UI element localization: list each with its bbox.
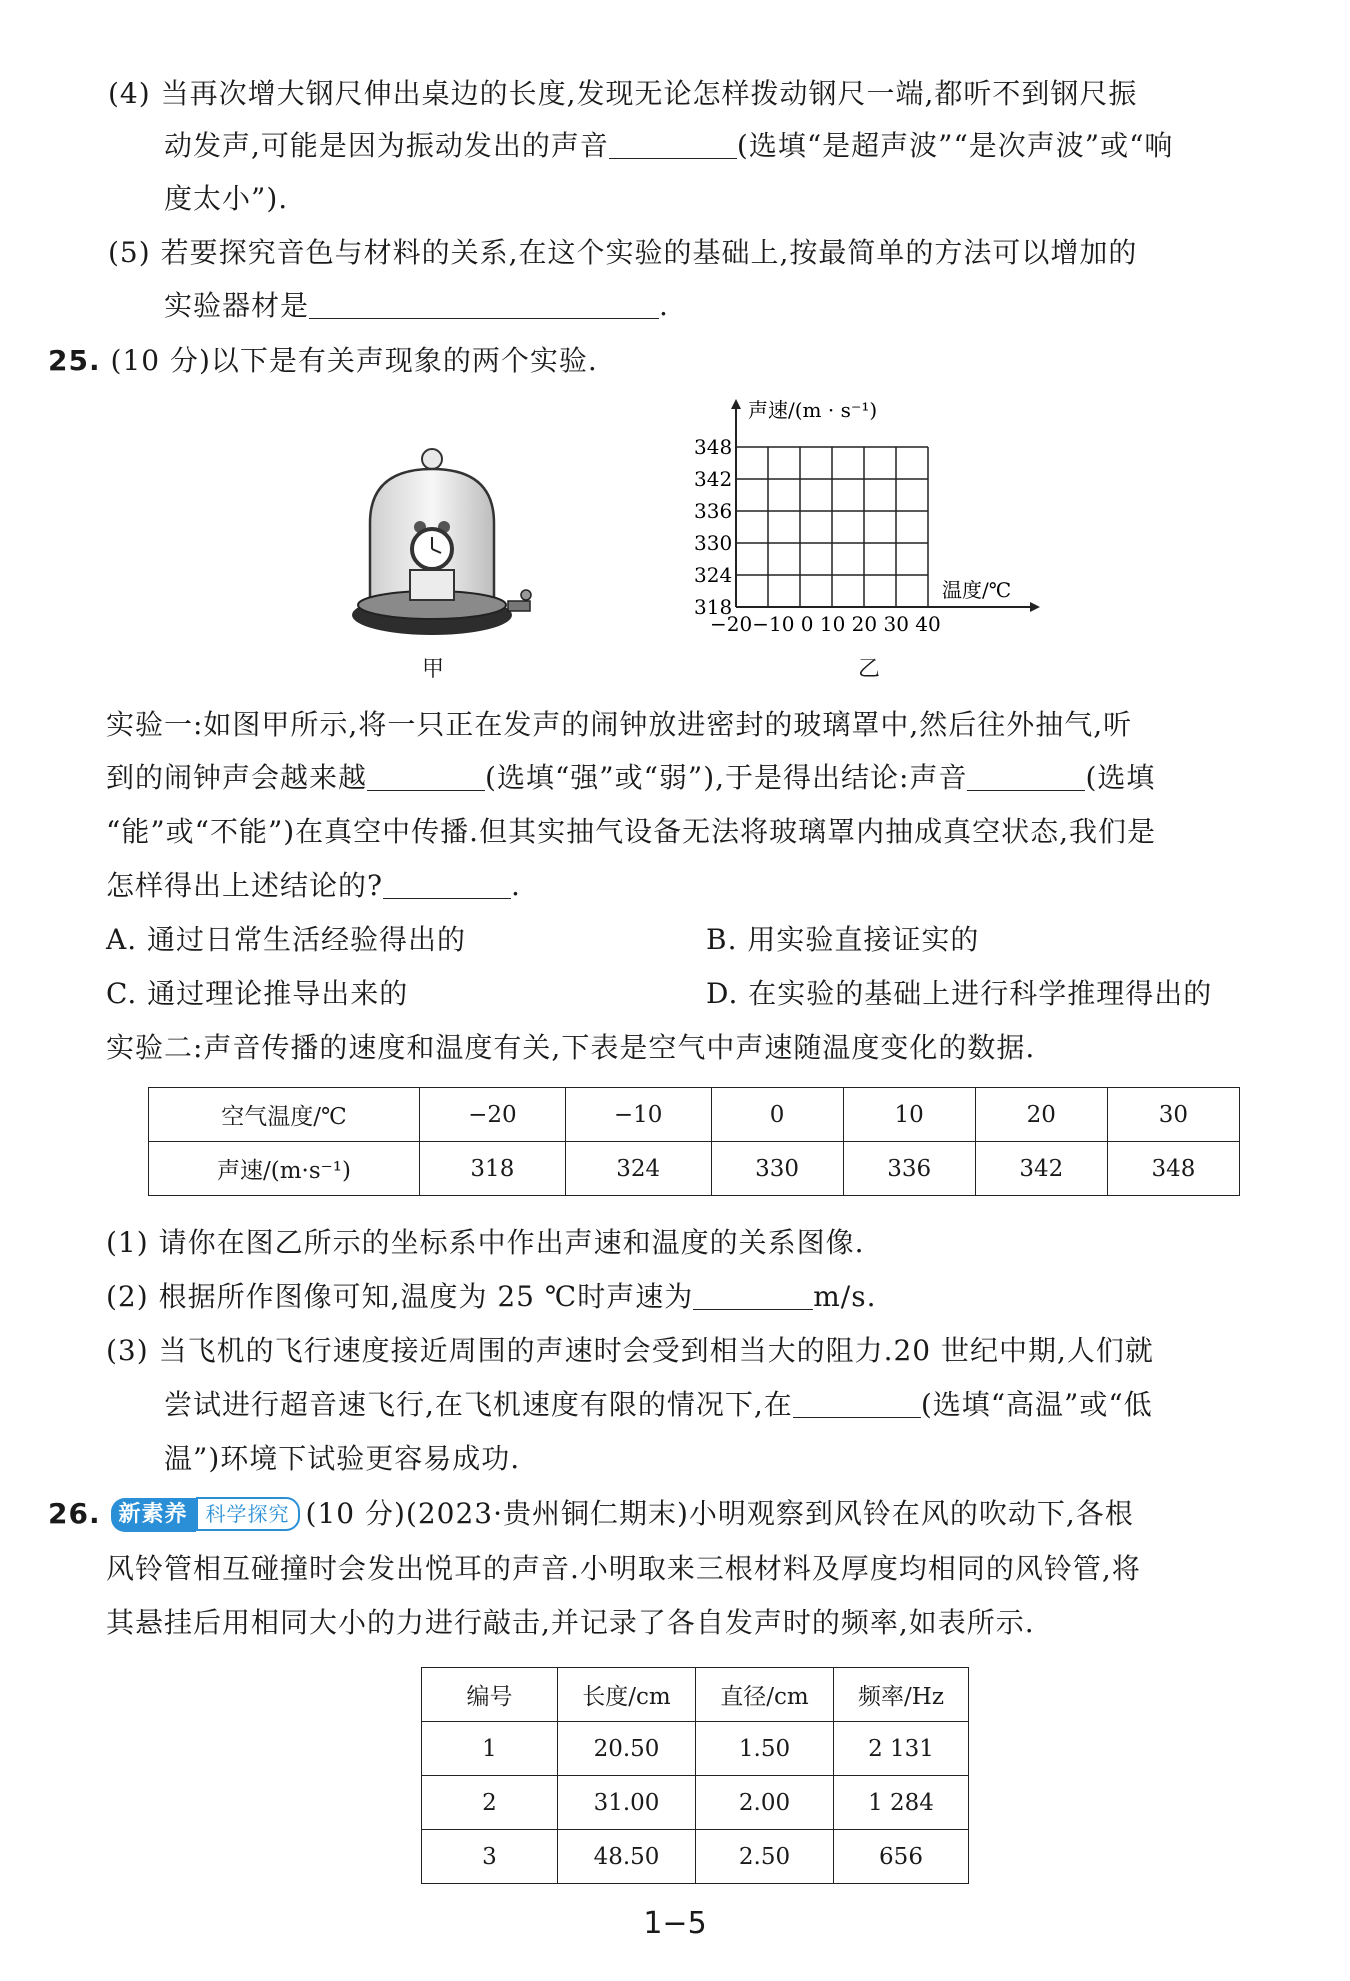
exp1-text: (选填 xyxy=(1085,761,1156,794)
x-tick-labels: −20−10 0 10 20 30 40 xyxy=(710,612,941,636)
q25-sub3-hint: (选填“高温”或“低 xyxy=(920,1388,1153,1421)
table-cell: −20 xyxy=(420,1088,566,1142)
option-d[interactable]: D. 在实验的基础上进行科学推理得出的 xyxy=(706,977,1213,1010)
q24-part5-line2 xyxy=(164,286,669,326)
table-row xyxy=(422,1722,969,1776)
q24-part4-text: 动发声,可能是因为振动发出的声音 xyxy=(164,129,609,162)
figure-b-label: 乙 xyxy=(858,657,881,682)
speed-temperature-chart xyxy=(690,395,1050,645)
table-cell: 342 xyxy=(975,1142,1107,1196)
answer-blank[interactable] xyxy=(309,290,659,319)
answer-blank[interactable] xyxy=(383,870,511,899)
table-cell: 330 xyxy=(711,1142,843,1196)
table-cell: 2 131 xyxy=(834,1722,969,1776)
table-cell: 656 xyxy=(834,1830,969,1884)
q25-intro: (10 分)以下是有关声现象的两个实验. xyxy=(110,344,598,377)
q26-header xyxy=(48,1494,1134,1534)
y-axis-arrow xyxy=(731,399,741,409)
y-tick-label: 330 xyxy=(694,531,733,555)
bell-jar-figure xyxy=(340,445,540,645)
table-row xyxy=(422,1830,969,1884)
q24-part5-end: . xyxy=(659,289,669,322)
table-cell: 318 xyxy=(420,1142,566,1196)
exp1-text: 到的闹钟声会越来越 xyxy=(106,761,368,794)
science-inquiry-badge: 科学探究 xyxy=(196,1497,300,1531)
option-a[interactable]: A. 通过日常生活经验得出的 xyxy=(106,923,467,956)
q25-sub2 xyxy=(106,1277,876,1317)
table-cell: 336 xyxy=(843,1142,975,1196)
table-cell: 10 xyxy=(843,1088,975,1142)
table-cell: 1 284 xyxy=(834,1776,969,1830)
option-b[interactable]: B. 用实验直接证实的 xyxy=(706,923,980,956)
figure-a-label: 甲 xyxy=(422,657,445,682)
q26-line2: 风铃管相互碰撞时会发出悦耳的声音.小明取来三根材料及厚度均相同的风铃管,将 xyxy=(106,1552,1141,1585)
y-tick-label: 342 xyxy=(694,467,733,491)
exp1-line2 xyxy=(106,758,1155,798)
q25-sub2-unit: m/s. xyxy=(813,1280,877,1313)
exp1-line4 xyxy=(106,866,521,906)
new-literacy-badge: 新素养 xyxy=(111,1498,196,1532)
y-axis-label: 声速/(m · s⁻¹) xyxy=(748,398,878,422)
table-cell: 2.00 xyxy=(696,1776,834,1830)
wind-chime-table xyxy=(421,1667,969,1884)
q26-text: (10 分)(2023·贵州铜仁期末)小明观察到风铃在风的吹动下,各根 xyxy=(305,1497,1134,1530)
answer-blank[interactable] xyxy=(693,1281,813,1310)
table-cell: 20.50 xyxy=(558,1722,696,1776)
table-cell: 348 xyxy=(1107,1142,1239,1196)
exp1-text: (选填“强”或“弱”),于是得出结论:声音 xyxy=(485,761,968,794)
table-header: 频率/Hz xyxy=(834,1668,969,1722)
answer-blank[interactable] xyxy=(367,762,485,791)
table-cell: 1 xyxy=(422,1722,558,1776)
y-tick-label: 324 xyxy=(694,563,733,587)
exp1-line1: 实验一:如图甲所示,将一只正在发声的闹钟放进密封的玻璃罩中,然后往外抽气,听 xyxy=(106,708,1133,741)
exp1-question: 怎样得出上述结论的? xyxy=(106,869,384,902)
table-cell: 324 xyxy=(565,1142,711,1196)
q24-part4-line2 xyxy=(164,126,1173,166)
table-cell: −10 xyxy=(565,1088,711,1142)
q25-header xyxy=(48,341,598,381)
option-c[interactable]: C. 通过理论推导出来的 xyxy=(106,977,409,1010)
y-tick-label: 348 xyxy=(694,435,733,459)
table-cell: 48.50 xyxy=(558,1830,696,1884)
x-axis-arrow xyxy=(1030,602,1040,612)
q24-part5-line1: (5) 若要探究音色与材料的关系,在这个实验的基础上,按最简单的方法可以增加的 xyxy=(108,236,1138,269)
y-tick-label: 318 xyxy=(694,595,733,619)
q24-part4-line1: (4) 当再次增大钢尺伸出桌边的长度,发现无论怎样拨动钢尺一端,都听不到钢尺振 xyxy=(108,77,1138,110)
table-header: 编号 xyxy=(422,1668,558,1722)
q24-part5-text: 实验器材是 xyxy=(164,289,310,322)
question-number: 25. xyxy=(48,344,101,377)
table-cell: 30 xyxy=(1107,1088,1239,1142)
page-number: 1−5 xyxy=(643,1906,707,1941)
answer-blank[interactable] xyxy=(793,1389,921,1418)
answer-blank[interactable] xyxy=(609,130,737,159)
q24-part4-line3: 度太小”). xyxy=(164,182,289,215)
q25-sub3-text: 尝试进行超音速飞行,在飞机速度有限的情况下,在 xyxy=(164,1388,793,1421)
q25-sub2-text: (2) 根据所作图像可知,温度为 25 ℃时声速为 xyxy=(106,1280,694,1313)
exp1-line3: “能”或“不能”)在真空中传播.但其实抽气设备无法将玻璃罩内抽成真空状态,我们是 xyxy=(106,815,1156,848)
table-cell: 1.50 xyxy=(696,1722,834,1776)
table-cell: 2 xyxy=(422,1776,558,1830)
table-row-header: 声速/(m·s⁻¹) xyxy=(149,1142,420,1196)
table-cell: 31.00 xyxy=(558,1776,696,1830)
q25-sub3-line3: 温”)环境下试验更容易成功. xyxy=(164,1442,521,1475)
table-header: 长度/cm xyxy=(558,1668,696,1722)
table-row xyxy=(422,1776,969,1830)
answer-blank[interactable] xyxy=(967,762,1085,791)
q25-sub3-line2 xyxy=(164,1385,1153,1425)
exp1-end: . xyxy=(511,869,521,902)
q25-sub3-line1: (3) 当飞机的飞行速度接近周围的声速时会受到相当大的阻力.20 世纪中期,人们就 xyxy=(106,1334,1154,1367)
q26-line3: 其悬挂后用相同大小的力进行敲击,并记录了各自发声时的频率,如表所示. xyxy=(106,1606,1035,1639)
table-cell: 3 xyxy=(422,1830,558,1884)
q24-part4-hint: (选填“是超声波”“是次声波”或“响 xyxy=(736,129,1174,162)
table-cell: 2.50 xyxy=(696,1830,834,1884)
q25-sub1: (1) 请你在图乙所示的坐标系中作出声速和温度的关系图像. xyxy=(106,1226,865,1259)
exp2-intro: 实验二:声音传播的速度和温度有关,下表是空气中声速随温度变化的数据. xyxy=(106,1031,1036,1064)
y-tick-label: 336 xyxy=(694,499,733,523)
table-header: 直径/cm xyxy=(696,1668,834,1722)
x-axis-label: 温度/℃ xyxy=(942,578,1012,602)
table-cell: 20 xyxy=(975,1088,1107,1142)
sound-speed-table xyxy=(148,1087,1240,1196)
chart-grid xyxy=(736,447,928,607)
question-number: 26. xyxy=(48,1497,101,1530)
table-row-header: 空气温度/℃ xyxy=(149,1088,420,1142)
table-cell: 0 xyxy=(711,1088,843,1142)
